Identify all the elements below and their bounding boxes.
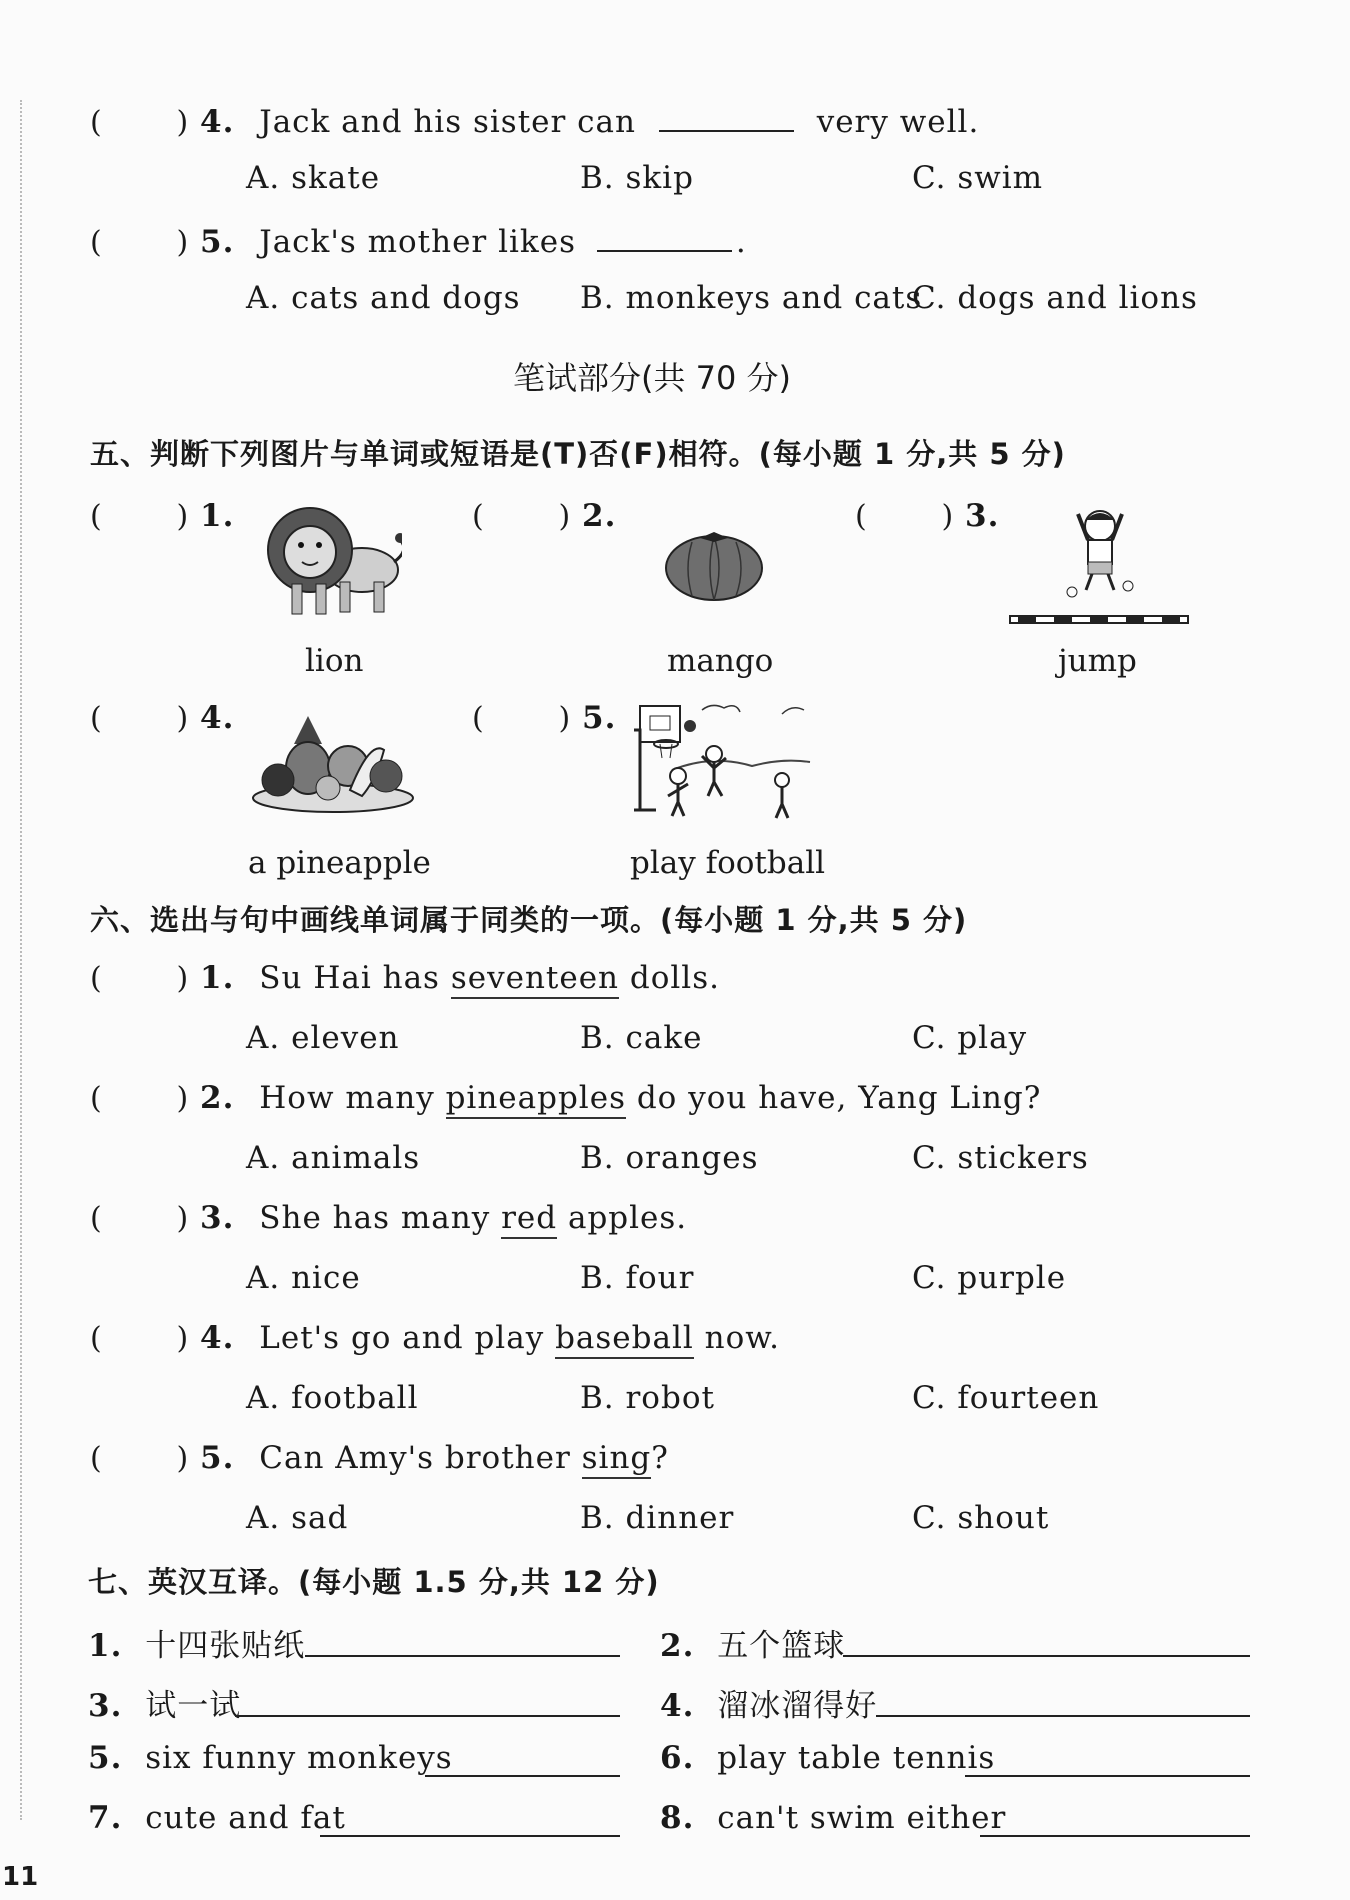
option-b: B. cake	[580, 1020, 703, 1056]
answer-bracket[interactable]: ( )	[90, 701, 190, 736]
translation-prompt: 五个篮球	[717, 1628, 846, 1664]
translation-item-1	[88, 1620, 305, 1665]
answer-bracket[interactable]: ( )	[90, 499, 190, 534]
translation-item-6	[660, 1740, 995, 1776]
picture-item-3	[855, 498, 999, 534]
option-a: A. skate	[246, 160, 381, 196]
option-c: C. fourteen	[912, 1380, 1100, 1416]
question-row	[90, 1320, 780, 1356]
picture-label: play football	[630, 845, 826, 881]
question-row	[90, 1080, 1041, 1116]
question-number: 1.	[200, 960, 235, 996]
translation-item-2	[660, 1620, 845, 1665]
question-row	[90, 100, 979, 140]
question-stem-end: very well.	[816, 104, 980, 140]
translation-prompt: cute and fat	[145, 1800, 346, 1836]
question-stem: How many	[259, 1080, 446, 1116]
question-number: 5.	[582, 700, 617, 736]
answer-bracket[interactable]: ( )	[90, 1081, 190, 1116]
picture-item-5	[472, 700, 616, 736]
translation-item-5	[88, 1740, 453, 1776]
translation-prompt: can't swim either	[717, 1800, 1007, 1836]
answer-line[interactable]	[980, 1835, 1250, 1837]
translation-prompt: play table tennis	[717, 1740, 996, 1776]
picture-item-1	[90, 498, 234, 534]
option-a: A. eleven	[246, 1020, 400, 1056]
option-b: B. oranges	[580, 1140, 759, 1176]
option-b: B. four	[580, 1260, 695, 1296]
answer-bracket[interactable]: ( )	[90, 961, 190, 996]
option-c: C. play	[912, 1020, 1028, 1056]
binding-margin-line	[20, 100, 22, 1820]
fruit-plate-illustration	[250, 710, 416, 816]
underlined-word: seventeen	[451, 960, 619, 999]
translation-prompt: 溜冰溜得好	[717, 1688, 878, 1724]
question-number: 4.	[200, 700, 235, 736]
question-row	[90, 1200, 687, 1236]
question-number: 4.	[660, 1688, 695, 1724]
underlined-word: pineapples	[446, 1080, 626, 1119]
answer-bracket[interactable]: ( )	[855, 499, 955, 534]
translation-item-8	[660, 1800, 1006, 1836]
answer-line[interactable]	[305, 1655, 620, 1657]
option-c: C. stickers	[912, 1140, 1089, 1176]
basketball-kids-illustration	[632, 700, 812, 820]
translation-item-4	[660, 1680, 877, 1725]
jumping-boy-illustration	[1008, 504, 1190, 634]
question-number: 5.	[200, 224, 235, 260]
section-six-heading: 六、选出与句中画线单词属于同类的一项。(每小题 1 分,共 5 分)	[90, 903, 968, 937]
question-stem: Su Hai has	[259, 960, 451, 996]
answer-bracket[interactable]: ( )	[90, 1321, 190, 1356]
underlined-word: sing	[582, 1440, 652, 1479]
question-stem: Jack's mother likes	[259, 224, 576, 260]
tomato-illustration	[662, 524, 767, 604]
question-number: 2.	[660, 1628, 695, 1664]
question-stem: Jack and his sister can	[259, 104, 636, 140]
question-number: 6.	[660, 1740, 695, 1776]
answer-line[interactable]	[425, 1775, 620, 1777]
option-a: A. cats and dogs	[246, 280, 521, 316]
underlined-word: baseball	[555, 1320, 694, 1359]
section-seven-heading: 七、英汉互译。(每小题 1.5 分,共 12 分)	[88, 1565, 660, 1599]
question-number: 7.	[88, 1800, 123, 1836]
question-number: 3.	[88, 1688, 123, 1724]
question-stem-end: .	[735, 224, 747, 260]
answer-bracket[interactable]: ( )	[90, 1201, 190, 1236]
question-number: 2.	[582, 498, 617, 534]
underlined-word: red	[501, 1200, 557, 1239]
option-a: A. football	[246, 1380, 419, 1416]
picture-label: mango	[667, 643, 774, 679]
question-number: 2.	[200, 1080, 235, 1116]
answer-line[interactable]	[965, 1775, 1250, 1777]
answer-bracket[interactable]: ( )	[90, 225, 190, 260]
question-number: 1.	[88, 1628, 123, 1664]
picture-item-2	[472, 498, 616, 534]
page-number: 11	[2, 1862, 39, 1892]
answer-line[interactable]	[876, 1715, 1250, 1717]
question-number: 8.	[660, 1800, 695, 1836]
question-stem-end: ?	[651, 1440, 669, 1476]
question-number: 1.	[200, 498, 235, 534]
translation-prompt: 十四张贴纸	[145, 1628, 306, 1664]
question-number: 4.	[200, 1320, 235, 1356]
answer-bracket[interactable]: ( )	[472, 499, 572, 534]
written-part-title: 笔试部分(共 70 分)	[513, 359, 792, 397]
option-c: C. dogs and lions	[912, 280, 1198, 316]
question-stem: She has many	[259, 1200, 502, 1236]
question-stem: Can Amy's brother	[259, 1440, 582, 1476]
translation-prompt: 试一试	[145, 1688, 242, 1724]
answer-bracket[interactable]: ( )	[90, 1441, 190, 1476]
option-a: A. nice	[246, 1260, 361, 1296]
question-stem-end: dolls.	[619, 960, 720, 996]
question-number: 5.	[200, 1440, 235, 1476]
answer-line[interactable]	[320, 1835, 620, 1837]
picture-item-4	[90, 700, 234, 736]
option-b: B. dinner	[580, 1500, 735, 1536]
picture-label: a pineapple	[248, 845, 431, 881]
translation-prompt: six funny monkeys	[145, 1740, 453, 1776]
question-row	[90, 960, 720, 996]
fill-blank[interactable]	[597, 220, 732, 252]
option-a: A. sad	[246, 1500, 349, 1536]
picture-label: lion	[305, 643, 364, 679]
question-stem-end: do you have, Yang Ling?	[625, 1080, 1042, 1116]
option-a: A. animals	[246, 1140, 421, 1176]
question-number: 4.	[200, 104, 235, 140]
answer-line[interactable]	[235, 1715, 620, 1717]
option-b: B. skip	[580, 160, 694, 196]
option-c: C. purple	[912, 1260, 1067, 1296]
fill-blank[interactable]	[659, 100, 794, 132]
answer-line[interactable]	[843, 1655, 1250, 1657]
answer-bracket[interactable]: ( )	[90, 105, 190, 140]
translation-item-3	[88, 1680, 241, 1725]
question-stem-end: now.	[693, 1320, 781, 1356]
lion-illustration	[262, 500, 402, 620]
question-row	[90, 1440, 669, 1476]
question-stem: Let's go and play	[259, 1320, 556, 1356]
answer-bracket[interactable]: ( )	[472, 701, 572, 736]
section-five-heading: 五、判断下列图片与单词或短语是(T)否(F)相符。(每小题 1 分,共 5 分)	[90, 437, 1066, 471]
question-number: 3.	[965, 498, 1000, 534]
question-number: 3.	[200, 1200, 235, 1236]
question-stem-end: apples.	[557, 1200, 688, 1236]
option-c: C. swim	[912, 160, 1044, 196]
question-number: 5.	[88, 1740, 123, 1776]
picture-label: jump	[1058, 643, 1137, 679]
question-row	[90, 220, 747, 260]
option-b: B. robot	[580, 1380, 715, 1416]
option-b: B. monkeys and cats	[580, 280, 923, 316]
translation-item-7	[88, 1800, 346, 1836]
option-c: C. shout	[912, 1500, 1050, 1536]
